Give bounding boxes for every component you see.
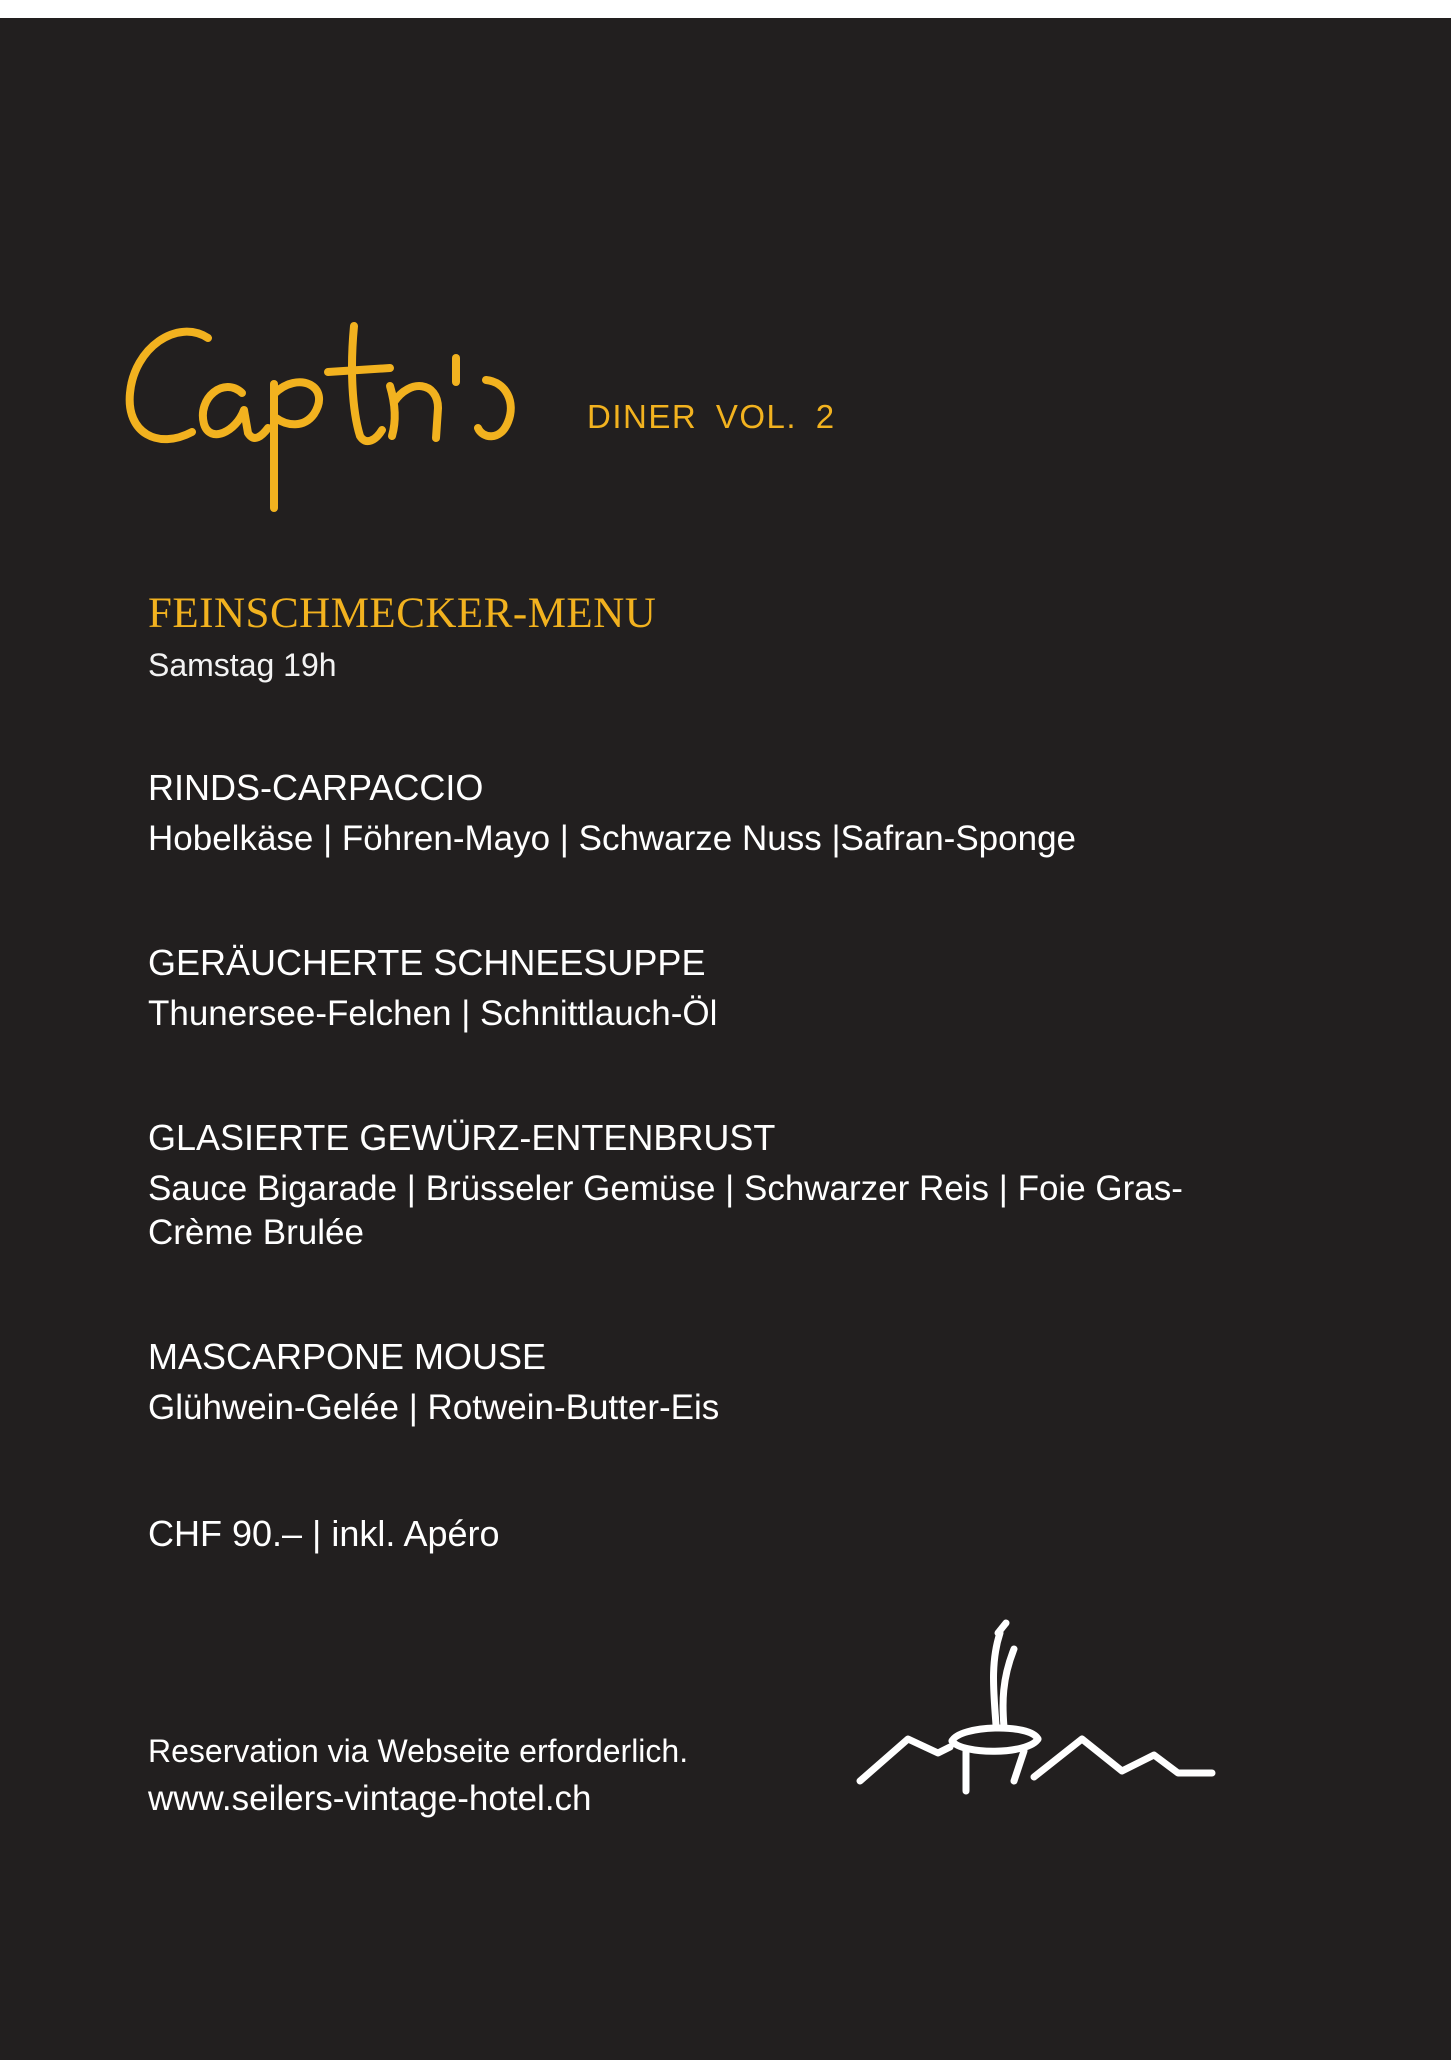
course-name: GLASIERTE GEWÜRZ-ENTENBRUST <box>148 1117 776 1158</box>
course-name: MASCARPONE MOUSE <box>148 1336 547 1377</box>
menu-price: CHF 90.– | inkl. Apéro <box>148 1513 500 1554</box>
course-item <box>148 941 1278 1036</box>
course-name: GERÄUCHERTE SCHNEESUPPE <box>148 942 706 983</box>
course-description: Glühwein-Gelée | Rotwein-Butter-Eis <box>148 1388 720 1428</box>
brand-header <box>122 298 882 538</box>
menu-title: FEINSCHMECKER-MENU <box>148 590 657 637</box>
reservation-note: Reservation via Webseite erforderlich. <box>148 1733 689 1769</box>
course-name: RINDS-CARPACCIO <box>148 767 484 808</box>
website-link[interactable]: www.seilers-vintage-hotel.ch <box>148 1779 592 1818</box>
menu-time: Samstag 19h <box>148 647 337 683</box>
menu-card <box>0 18 1451 2060</box>
course-item <box>148 1335 1278 1430</box>
course-description: Hobelkäse | Föhren-Mayo | Schwarze Nuss |Safran-Sponge <box>148 819 1076 859</box>
captns-script-logo <box>122 298 542 528</box>
mountain-emblem-icon <box>850 1613 1240 1813</box>
course-item <box>148 1116 1278 1254</box>
course-description: Sauce Bigarade | Brüsseler Gemüse | Schwarzer Reis | Foie Gras-Crème Brulée <box>148 1169 1183 1252</box>
diner-volume-label: DINER VOL. 2 <box>587 398 836 435</box>
course-item <box>148 766 1278 861</box>
course-description: Thunersee-Felchen | Schnittlauch-Öl <box>148 994 718 1034</box>
